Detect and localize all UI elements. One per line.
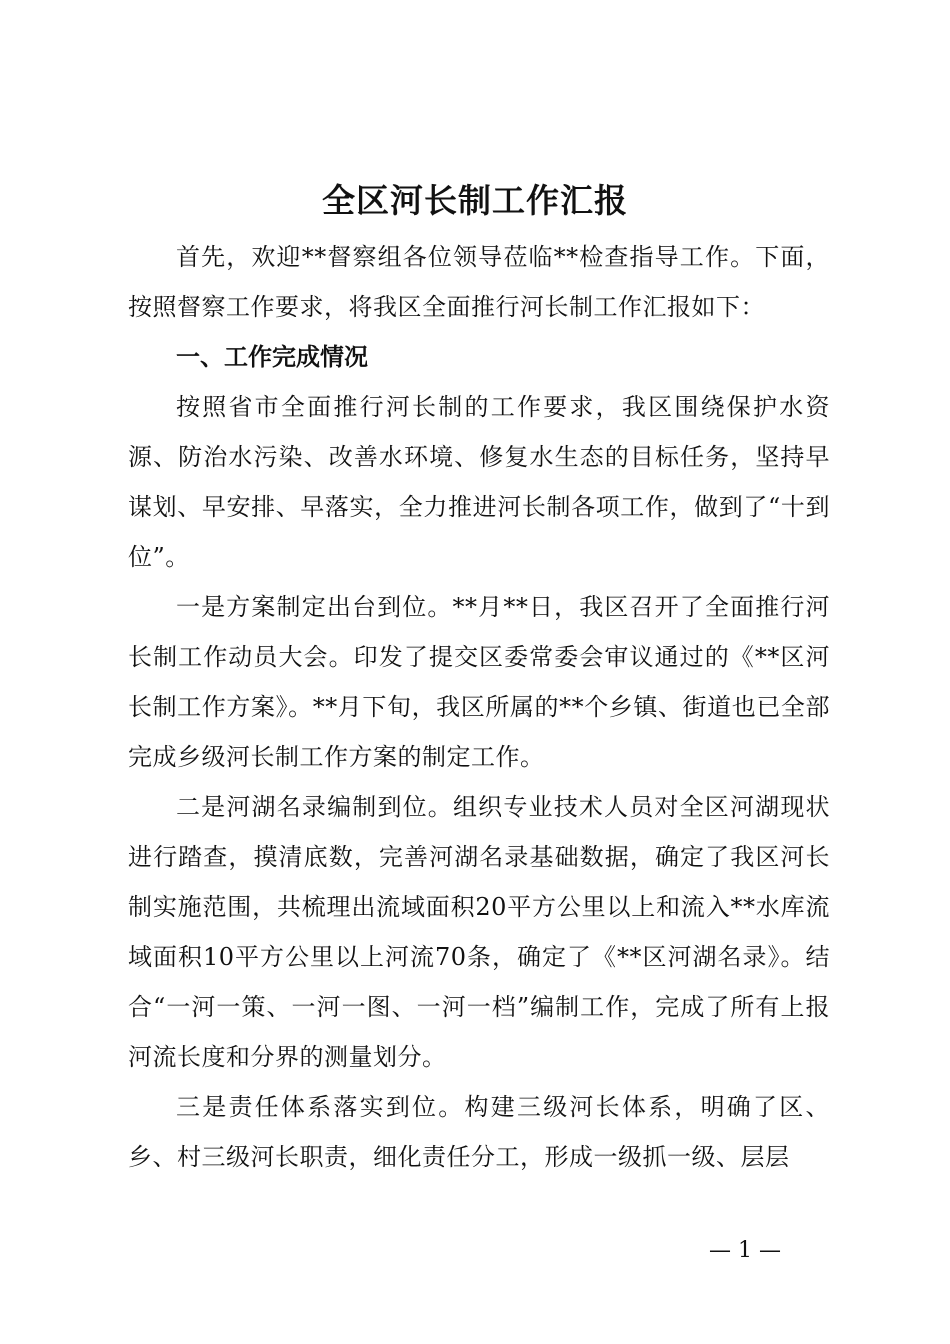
paragraph-responsibility: 三是责任体系落实到位。构建三级河长体系，明确了区、乡、村三级河长职责，细化责任分工，形成一级抓一级、层层 — [128, 1093, 830, 1171]
document-body — [128, 232, 830, 1182]
intro-paragraph: 首先，欢迎**督察组各位领导莅临**检查指导工作。下面，按照督察工作要求，将我区全面推行河长制工作汇报如下： — [128, 243, 830, 321]
section-heading: 一、工作完成情况 — [176, 343, 368, 371]
paragraph-river-list: 二是河湖名录编制到位。组织专业技术人员对全区河湖现状进行踏查，摸清底数，完善河湖名录基础数据，确定了我区河长制实施范围，共梳理出流域面积20平方公里以上和流入**水库流域面积10平方公里以上河流70条，确定了《**区河湖名录》。结合“一河一策、一河一图、一河一档”编制工作，完成了所有上报河流长度和分界的测量划分。 — [128, 793, 830, 1071]
page-number: — 1 — — [709, 1238, 781, 1263]
paragraph-plan: 一是方案制定出台到位。**月**日，我区召开了全面推行河长制工作动员大会。印发了提交区委常委会审议通过的《**区河长制工作方案》。**月下旬，我区所属的**个乡镇、街道也已全部完成乡级河长制工作方案的制定工作。 — [128, 593, 830, 771]
paragraph-overview: 按照省市全面推行河长制的工作要求，我区围绕保护水资源、防治水污染、改善水环境、修复水生态的目标任务，坚持早谋划、早安排、早落实，全力推进河长制各项工作，做到了“十到位”。 — [128, 393, 830, 571]
document-title: 全区河长制工作汇报 — [322, 181, 628, 220]
